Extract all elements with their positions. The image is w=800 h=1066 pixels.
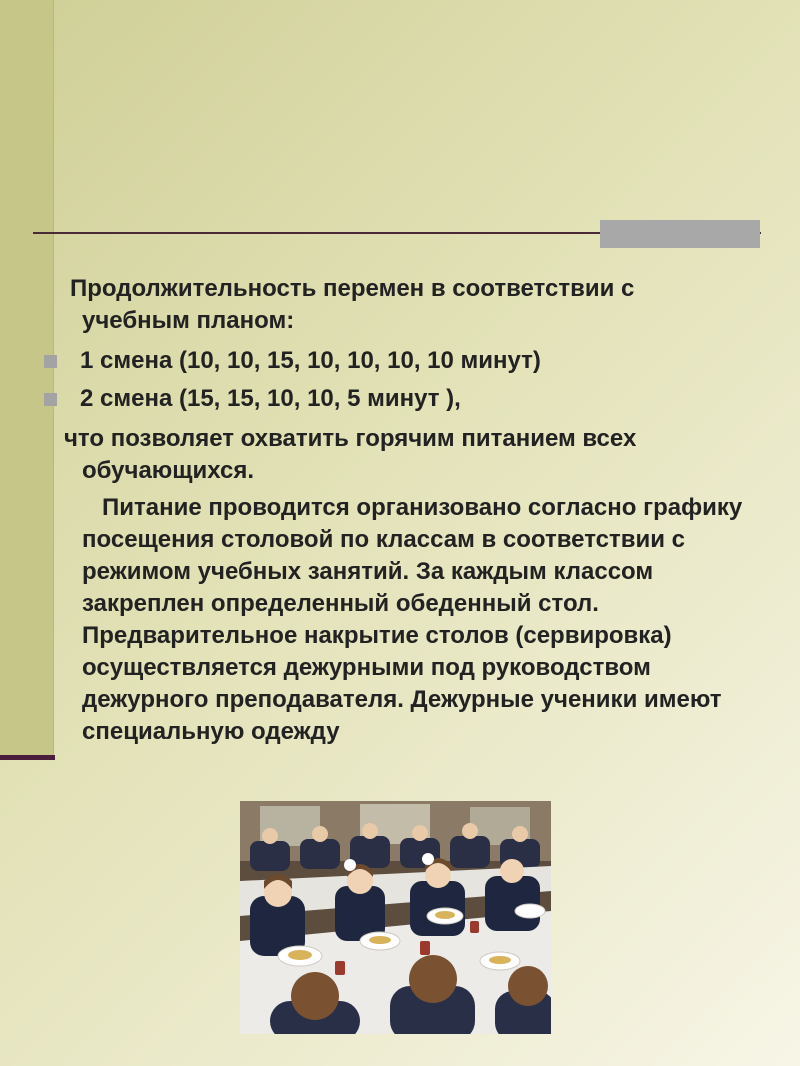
paragraph-meal-organization: Питание проводится организовано согласно графику посещения столовой по классам в соответствии с режимом учебных занятий. За каждым классом закреплен определенный обеденный стол. Предварительное накрытие столов (сервировка) осуществляется дежурными под руководством дежурного преподавателя. Дежурные ученики имеют специальную одежду [82,494,743,745]
paragraph-breaks-duration [70,273,770,337]
bullet-text-shift-2: 2 смена (15, 15, 10, 10, 5 минут ), [80,385,461,412]
bullet-item-shift-1 [44,345,764,377]
canteen-photo [240,801,551,1034]
paragraph-hot-meals [64,423,764,487]
paragraph-hot-meals-line1: что позволяет охватить горячим питанием всех [64,425,637,452]
bullet-item-shift-2 [44,383,764,415]
square-bullet-icon [44,355,57,368]
canteen-photo-illustration [240,801,551,1034]
paragraph-hot-meals-line2: обучающихся. [82,457,255,484]
square-bullet-icon [44,393,57,406]
bullet-text-shift-1: 1 смена (10, 10, 15, 10, 10, 10, 10 минут) [80,347,541,374]
paragraph-breaks-duration-line2: учебным планом: [82,307,295,334]
paragraph-breaks-duration-line1: Продолжительность перемен в соответствии с [70,275,635,302]
